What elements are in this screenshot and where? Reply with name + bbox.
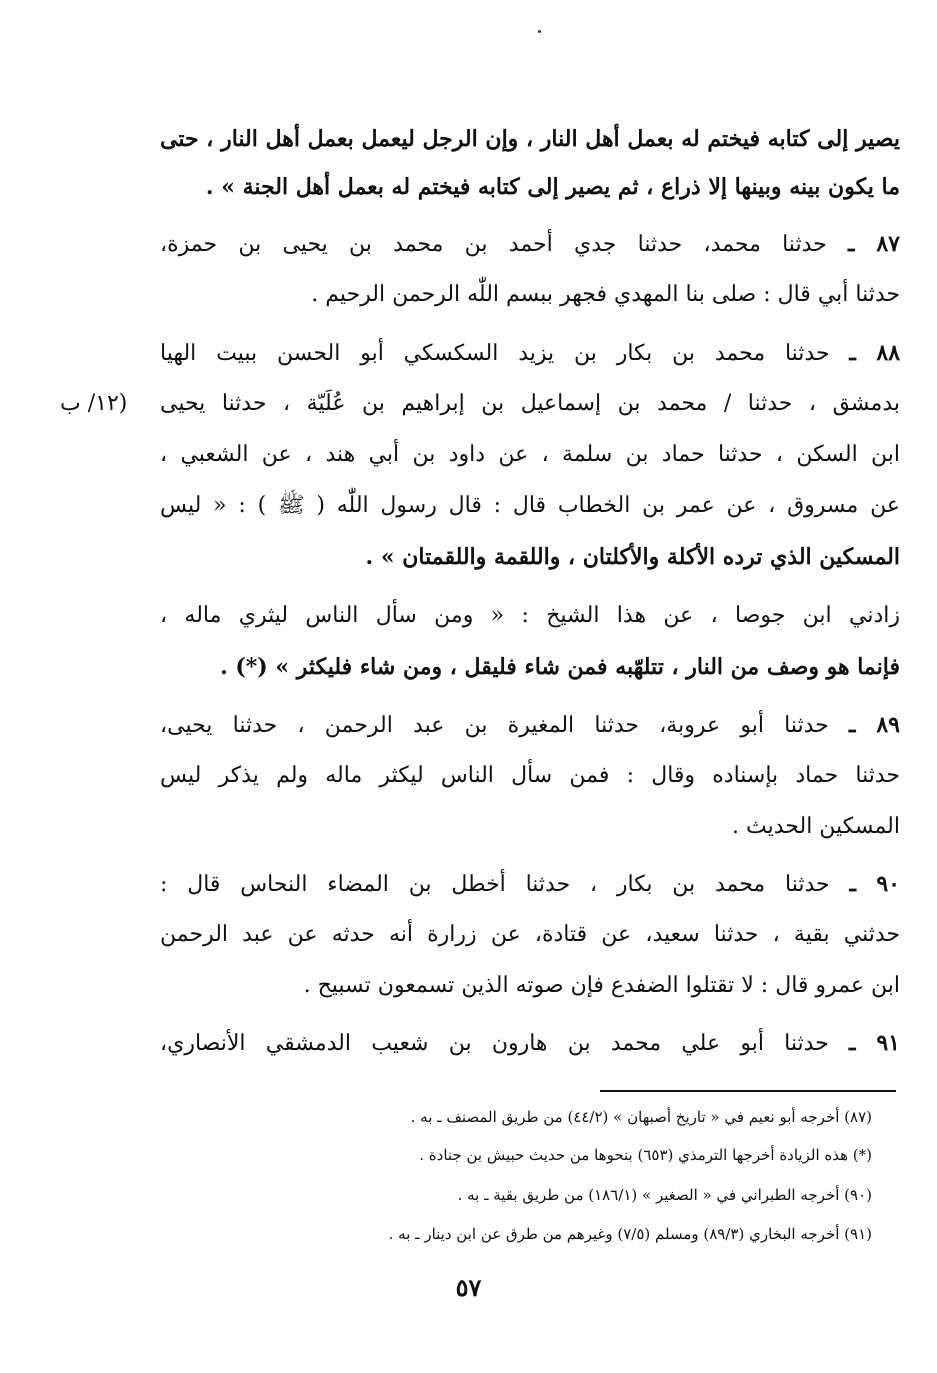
hadith-number-87: ٨٧ ـ [847, 231, 900, 257]
text-line: زادني ابن جوصا ، عن هذا الشيخ : « ومن سأل الناس ليثري ماله ، [160, 603, 900, 628]
text-line: المسكين الذي ترده الأكلة والأكلتان ، واللقمة واللقمتان » . [365, 544, 900, 570]
page-number: ٥٧ [455, 1273, 482, 1302]
hadith-88-line [160, 331, 900, 375]
footnote: (٩٠) أخرجه الطبراني في « الصغير » (١٨٦/١) من طريق بقية ـ به . [457, 1186, 872, 1204]
footnote-separator [600, 1090, 896, 1092]
text-segment: حدثنا محمد بن بكار بن يزيد السكسكي أبو الحسن ببيت الهيا [160, 341, 830, 366]
hadith-89-line [160, 703, 900, 747]
hadith-number-90: ٩٠ ـ [849, 871, 900, 897]
hadith-90-line [160, 862, 900, 906]
hadith-91-line [160, 1021, 900, 1065]
text-segment: حدثنا محمد، حدثنا جدي أحمد بن محمد بن يحيى بن حمزة، [160, 232, 827, 257]
text-line: ابن عمرو قال : لا تقتلوا الضفدع فإن صوته الذين تسمعون تسبيح . [303, 973, 900, 998]
text-segment: حدثنا أبو علي محمد بن هارون بن شعيب الدمشقي الأنصاري، [160, 1031, 829, 1056]
footnote: (*) هذه الزيادة أخرجها الترمذي (٦٥٣) بنحوها من حديث حبيش بن جنادة . [419, 1146, 872, 1164]
text-segment: حدثنا محمد بن بكار ، حدثنا أخطل بن المضاء النحاس قال : [160, 872, 830, 897]
text-line: بدمشق ، حدثنا / محمد بن إسماعيل بن إبراهيم بن عُلَيّة ، حدثنا يحيى [160, 391, 900, 416]
hadith-number-89: ٨٩ ـ [849, 712, 900, 738]
text-line: يصير إلى كتابه فيختم له بعمل أهل النار ، وإن الرجل ليعمل بعمل أهل النار ، حتى [160, 126, 900, 152]
hadith-number-88: ٨٨ ـ [849, 340, 900, 366]
footnote: (٩١) أخرجه البخاري (٨٩/٣) ومسلم (٧/٥) وغيرهم من طرق عن ابن دينار ـ به . [388, 1225, 872, 1243]
hadith-87-line [160, 222, 900, 266]
text-line: حدثني بقية ، حدثنا سعيد، عن قتادة، عن زرارة أنه حدثه عن عبد الرحمن [160, 922, 900, 947]
text-segment: حدثنا أبو عروبة، حدثنا المغيرة بن عبد الرحمن ، حدثنا يحيى، [160, 713, 829, 738]
text-line: ابن السكن ، حدثنا حماد بن سلمة ، عن داود بن أبي هند ، عن الشعبي ، [160, 442, 900, 467]
footnote: (٨٧) أخرجه أبو نعيم في « تاريخ أصبهان » (٤٤/٢) من طريق المصنف ـ به . [410, 1108, 872, 1126]
margin-folio-note: (١٢/ ب [60, 391, 128, 416]
text-line: حدثنا حماد بإسناده وقال : فمن سأل الناس ليكثر ماله ولم يذكر ليس [160, 763, 900, 788]
text-line: ما يكون بينه وبينها إلا ذراع ، ثم يصير إلى كتابه فيختم له بعمل أهل الجنة » . [205, 174, 900, 200]
text-line: حدثنا أبي قال : صلى بنا المهدي فجهر ببسم اللّٰه الرحمن الرحيم . [311, 282, 900, 307]
text-line: عن مسروق ، عن عمر بن الخطاب قال : قال رسول اللّٰه ( ﷺ ) : « ليس [160, 493, 900, 518]
hadith-number-91: ٩١ ـ [849, 1030, 900, 1056]
text-line: فإنما هو وصف من النار ، تتلهّبه فمن شاء فليقل ، ومن شاء فليكثر » (*) . [220, 654, 900, 680]
text-line: المسكين الحديث . [732, 814, 900, 839]
